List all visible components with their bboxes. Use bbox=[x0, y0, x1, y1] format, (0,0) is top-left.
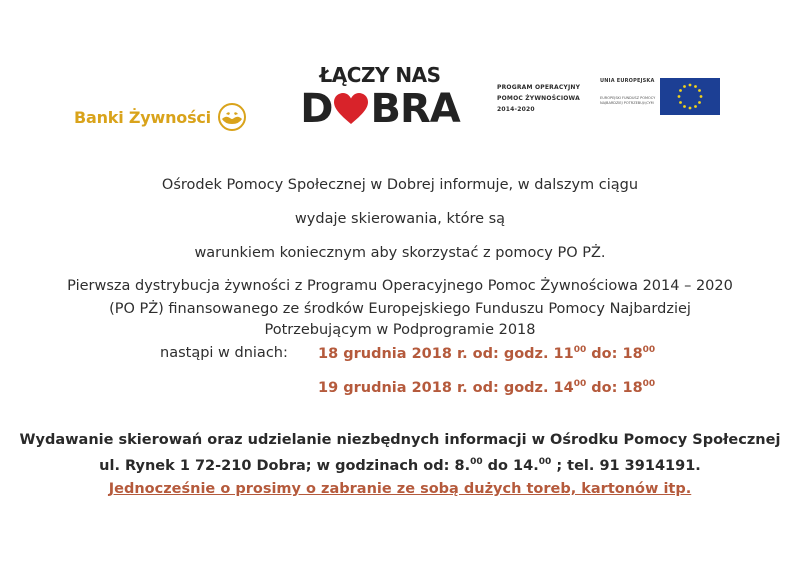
dobra-letters-bra: BRA bbox=[370, 86, 460, 132]
heart-icon bbox=[333, 92, 369, 126]
footer-phone: ; tel. 91 3914191. bbox=[551, 458, 701, 474]
laczy-nas-dobra-logo bbox=[300, 64, 460, 132]
date-2-sup-1: 00 bbox=[573, 379, 587, 389]
footer-hour-sup-2: 00 bbox=[538, 457, 552, 467]
program-line-3: 2014-2020 bbox=[497, 106, 535, 113]
footer-line-2 bbox=[0, 457, 800, 474]
body-line-4: Pierwsza dystrybucja żywności z Programu Operacyjnego Pomoc Żywnościowa 2014 – 2020 bbox=[67, 278, 733, 294]
eu-fund-name: EUROPEJSKI FUNDUSZ POMOCY NAJBARDZIEJ POTRZEBUJĄCYM bbox=[600, 96, 656, 105]
banki-zywnosci-logo bbox=[74, 102, 247, 132]
body-line-5: (PO PŻ) finansowanego ze środków Europejskiego Funduszu Pomocy Najbardziej bbox=[109, 301, 691, 317]
body-line-3: warunkiem koniecznym aby skorzystać z pomocy PO PŻ. bbox=[194, 245, 606, 261]
date-2-main: 19 grudnia 2018 r. od: godz. 14 bbox=[318, 380, 574, 396]
distribution-date-2 bbox=[318, 379, 655, 396]
footer-hours-to: do 14. bbox=[482, 458, 539, 474]
date-1-sup-2: 00 bbox=[642, 345, 656, 355]
distribution-date-1 bbox=[318, 345, 655, 362]
eu-flag-icon bbox=[660, 78, 720, 115]
logo-header bbox=[0, 0, 800, 150]
dobra-letter-d: D bbox=[300, 86, 333, 132]
body-line-1: Ośrodek Pomocy Społecznej w Dobrej informuje, w dalszym ciągu bbox=[161, 177, 639, 193]
dates-label: nastąpi w dniach: bbox=[160, 345, 288, 361]
laczy-nas-text: ŁĄCZY NAS bbox=[319, 63, 441, 87]
hands-with-birds-icon bbox=[217, 102, 247, 132]
program-line-1: PROGRAM OPERACYJNY bbox=[497, 84, 581, 91]
body-line-6: Potrzebującym w Podprogramie 2018 bbox=[264, 322, 536, 338]
date-2-sup-2: 00 bbox=[642, 379, 656, 389]
date-2-mid: do: 18 bbox=[586, 380, 643, 396]
dobra-word bbox=[300, 86, 460, 132]
footer-line-1: Wydawanie skierowań oraz udzielanie niezbędnych informacji w Ośrodku Pomocy Społecznej bbox=[19, 432, 781, 448]
date-1-main: 18 grudnia 2018 r. od: godz. 11 bbox=[318, 346, 574, 362]
footer-notice: Jednocześnie o prosimy o zabranie ze sobą dużych toreb, kartonów itp. bbox=[108, 481, 692, 497]
eu-logo bbox=[600, 78, 658, 106]
date-1-mid: do: 18 bbox=[586, 346, 643, 362]
banki-zywnosci-text: Banki Żywności bbox=[74, 107, 211, 127]
program-line-2: POMOC ŻYWNOŚCIOWA bbox=[497, 95, 580, 102]
program-operacyjny-text bbox=[497, 82, 580, 115]
footer-hour-sup-1: 00 bbox=[470, 457, 483, 467]
eu-label: UNIA EUROPEJSKA bbox=[600, 78, 655, 84]
date-1-sup-1: 00 bbox=[573, 345, 587, 355]
footer-address: ul. Rynek 1 72-210 Dobra; w godzinach od: 8. bbox=[99, 458, 471, 474]
body-line-2: wydaje skierowania, które są bbox=[294, 211, 506, 227]
